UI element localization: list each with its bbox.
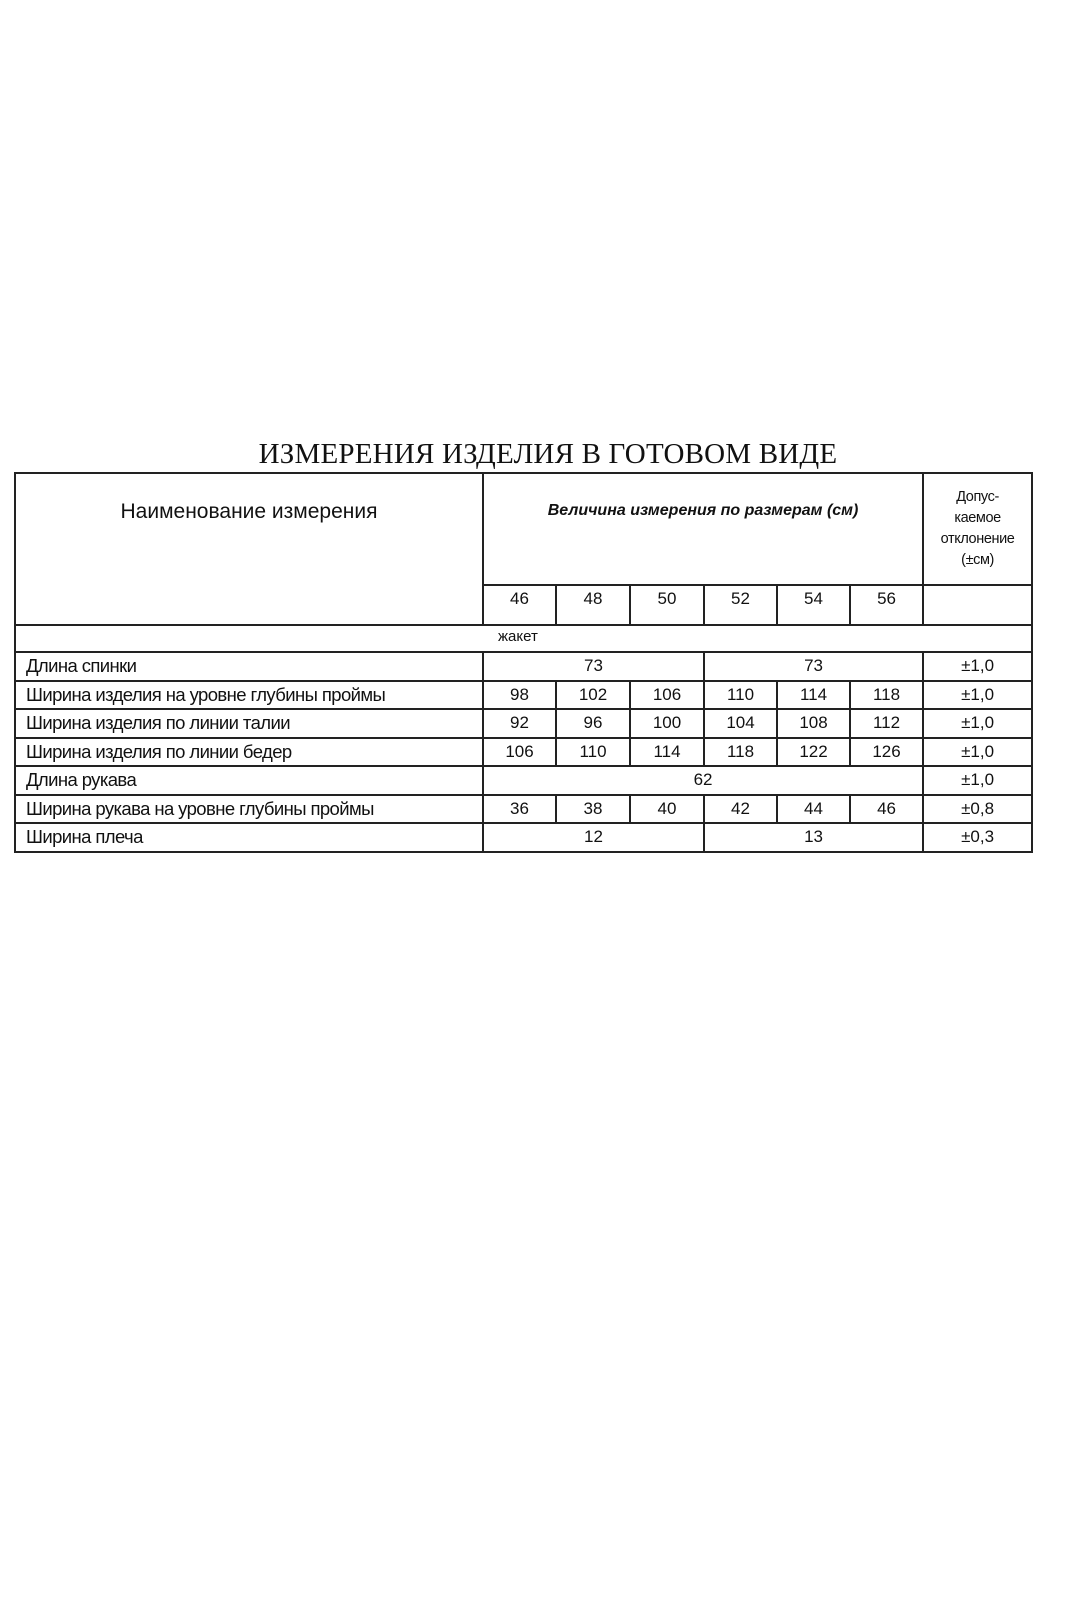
measurement-value: 106 — [630, 681, 704, 710]
size-header: 56 — [850, 585, 923, 625]
measurement-value: 73 — [483, 652, 704, 681]
tolerance-line: каемое — [954, 510, 1001, 526]
table-row — [15, 652, 1032, 681]
measurement-value: 96 — [556, 709, 630, 738]
section-row — [15, 625, 1032, 652]
section-label — [15, 625, 1032, 652]
measurement-value: 112 — [850, 709, 923, 738]
measurement-name: Ширина изделия по линии талии — [15, 709, 483, 738]
measurement-value: 108 — [777, 709, 850, 738]
measurement-name: Длина рукава — [15, 766, 483, 795]
measurement-name: Ширина изделия на уровне глубины проймы — [15, 681, 483, 710]
tolerance-value: ±1,0 — [923, 766, 1032, 795]
tolerance-line: (±см) — [961, 552, 994, 568]
measurement-value: 110 — [556, 738, 630, 767]
measurement-value: 102 — [556, 681, 630, 710]
measurement-value: 42 — [704, 795, 777, 824]
header-values-col: Величина измерения по размерам (см) — [483, 473, 923, 585]
measurement-value: 36 — [483, 795, 556, 824]
measurement-value: 126 — [850, 738, 923, 767]
tolerance-value: ±1,0 — [923, 709, 1032, 738]
measurement-value: 114 — [630, 738, 704, 767]
size-header: 50 — [630, 585, 704, 625]
table-row — [15, 795, 1032, 824]
size-header: 54 — [777, 585, 850, 625]
measurement-value: 122 — [777, 738, 850, 767]
measurement-value: 118 — [850, 681, 923, 710]
section-text: жакет — [498, 628, 538, 645]
size-header-empty — [923, 585, 1032, 625]
measurement-value: 40 — [630, 795, 704, 824]
measurement-name: Ширина изделия по линии бедер — [15, 738, 483, 767]
measurement-value: 118 — [704, 738, 777, 767]
measurement-value: 62 — [483, 766, 923, 795]
measurement-value: 38 — [556, 795, 630, 824]
measurement-value: 46 — [850, 795, 923, 824]
table-row — [15, 709, 1032, 738]
measurement-value: 104 — [704, 709, 777, 738]
measurements-table — [14, 472, 1033, 853]
measurement-value: 44 — [777, 795, 850, 824]
size-header: 52 — [704, 585, 777, 625]
table-row — [15, 738, 1032, 767]
measurement-value: 73 — [704, 652, 923, 681]
header-row — [15, 473, 1032, 585]
measurement-name: Длина спинки — [15, 652, 483, 681]
header-tolerance-col — [923, 473, 1032, 585]
table-row — [15, 766, 1032, 795]
table-row — [15, 681, 1032, 710]
measurement-value: 92 — [483, 709, 556, 738]
measurement-value: 12 — [483, 823, 704, 852]
tolerance-value: ±1,0 — [923, 681, 1032, 710]
measurement-value: 98 — [483, 681, 556, 710]
measurement-name: Ширина рукава на уровне глубины проймы — [15, 795, 483, 824]
tolerance-value: ±1,0 — [923, 738, 1032, 767]
header-name-col: Наименование измерения — [15, 473, 483, 625]
tolerance-value: ±0,8 — [923, 795, 1032, 824]
tolerance-value: ±1,0 — [923, 652, 1032, 681]
table-row — [15, 823, 1032, 852]
measurement-value: 106 — [483, 738, 556, 767]
measurement-name: Ширина плеча — [15, 823, 483, 852]
measurement-value: 114 — [777, 681, 850, 710]
tolerance-value: ±0,3 — [923, 823, 1032, 852]
size-header: 48 — [556, 585, 630, 625]
tolerance-line: отклонение — [940, 531, 1015, 547]
tolerance-line: Допус- — [956, 489, 999, 505]
measurement-value: 13 — [704, 823, 923, 852]
size-header: 46 — [483, 585, 556, 625]
document-title: ИЗМЕРЕНИЯ ИЗДЕЛИЯ В ГОТОВОМ ВИДЕ — [258, 438, 838, 470]
measurement-value: 110 — [704, 681, 777, 710]
measurement-value: 100 — [630, 709, 704, 738]
